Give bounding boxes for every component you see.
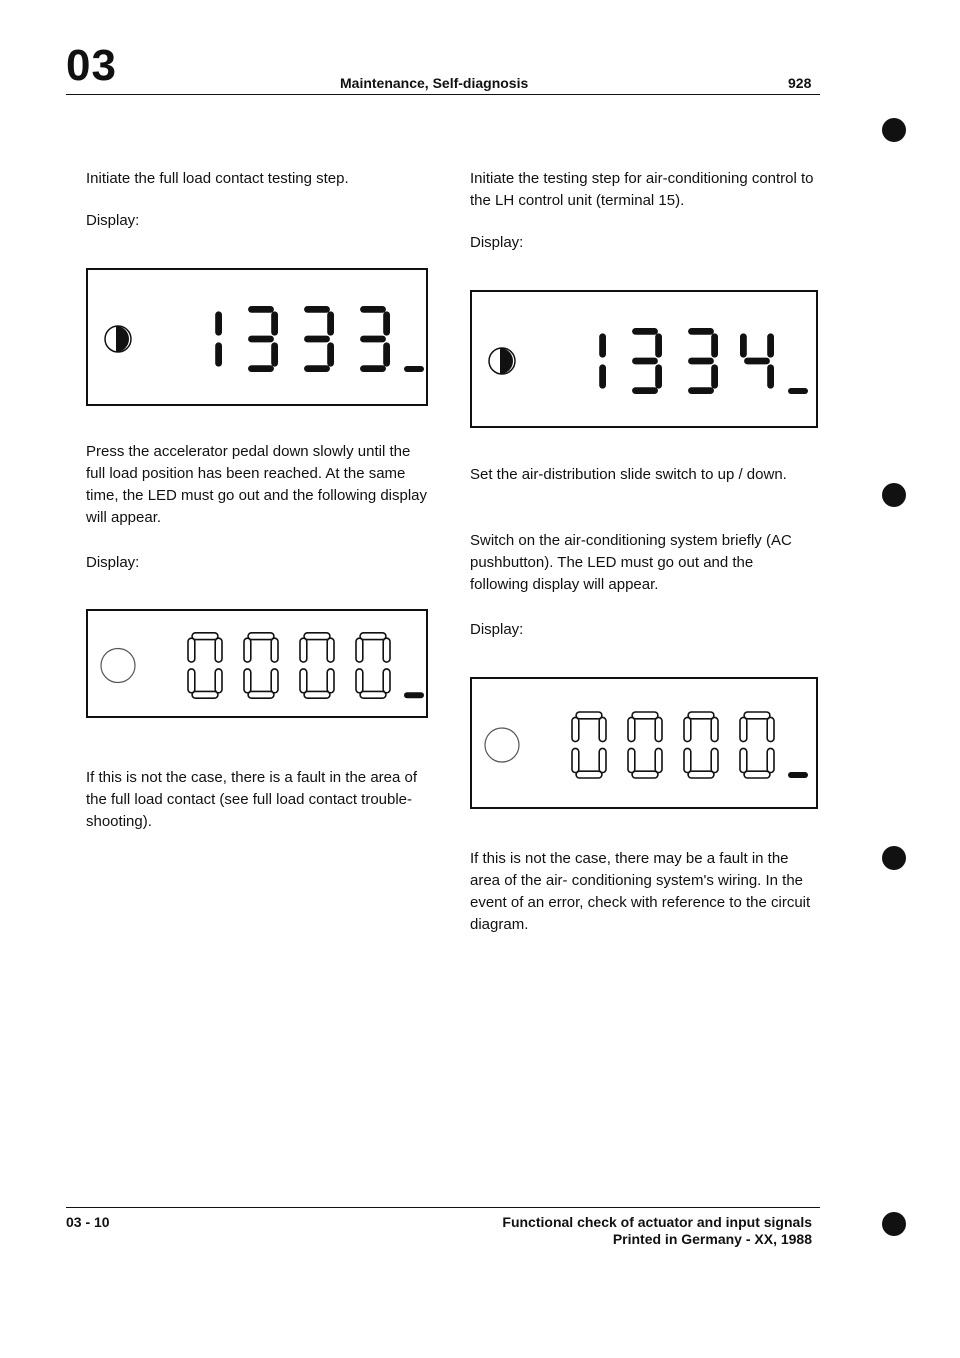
lcd-segment [655, 748, 662, 772]
display-panel-right-bottom [470, 677, 818, 809]
lcd-segment [304, 633, 330, 640]
left-paragraph-3: If this is not the case, there is a fault in the area of the full load contact (see full load contact trouble-shooting). [86, 769, 418, 830]
lcd-segment [356, 669, 363, 693]
display-panel-left-bottom [86, 609, 428, 718]
footer-section: Functional check of actuator and input signals [502, 1214, 812, 1230]
lcd-segment [628, 748, 635, 772]
left-paragraph-2: Press the accelerator pedal down slowly until the full load position has been reached. At the same time, the LED must go out and the following display will appear. [86, 443, 428, 526]
lcd-segment [711, 748, 718, 772]
lcd-segment [271, 342, 278, 366]
chapter-number: 03 [66, 41, 117, 90]
lcd-segment [684, 717, 691, 741]
lcd-segment [244, 669, 251, 693]
lcd-segment [767, 333, 774, 357]
lcd-segment [744, 712, 770, 719]
lcd-segment [244, 638, 251, 662]
lcd-segment [655, 364, 662, 388]
lcd-underscore [404, 692, 424, 698]
footer-printed: Printed in Germany - XX, 1988 [612, 1231, 812, 1247]
lcd-segment [628, 717, 635, 741]
lcd-segment [360, 336, 386, 343]
page-number: 03 - 10 [66, 1214, 110, 1230]
lcd-segment [360, 691, 386, 698]
right-paragraph-3: Switch on the air-conditioning system briefly (AC pushbutton). The LED must go out and the following display will appear. [470, 532, 792, 593]
lcd-segment [572, 748, 579, 772]
header-rule [66, 94, 820, 95]
lcd-segment [740, 748, 747, 772]
footer-rule [66, 1207, 820, 1208]
lcd-segment [740, 333, 747, 357]
lcd-segment [599, 748, 606, 772]
page-title: Maintenance, Self-diagnosis [340, 75, 529, 91]
lcd-segment [300, 638, 307, 662]
lcd-segment [688, 328, 714, 335]
lcd-segment [215, 669, 222, 693]
lcd-segment [576, 771, 602, 778]
lcd-segment [767, 364, 774, 388]
lcd-segment [688, 387, 714, 394]
lcd-segment [599, 364, 606, 388]
punch-hole [882, 1212, 906, 1236]
lcd-underscore [788, 388, 808, 394]
lcd-segment [684, 748, 691, 772]
lcd-segment [767, 748, 774, 772]
lcd-segment [360, 306, 386, 313]
lcd-segment [248, 633, 274, 640]
lcd-segment [711, 333, 718, 357]
lcd-segment [188, 669, 195, 693]
left-paragraph-1: Initiate the full load contact testing step. [86, 170, 349, 187]
lcd-segment [688, 712, 714, 719]
lcd-segment [192, 633, 218, 640]
lcd-segment [632, 358, 658, 365]
lcd-segment [304, 336, 330, 343]
lcd-segment [327, 638, 334, 662]
lcd-underscore [788, 772, 808, 778]
lcd-segment [215, 342, 222, 366]
display-panel-left-top [86, 268, 428, 406]
led-indicator-icon [485, 728, 519, 762]
lcd-segment [248, 365, 274, 372]
lcd-underscore [404, 366, 424, 372]
lcd-segment [383, 311, 390, 335]
lcd-segment [632, 328, 658, 335]
lcd-segment [655, 717, 662, 741]
lcd-display-graphic [88, 270, 430, 408]
right-display-label-2: Display: [470, 621, 524, 638]
lcd-segment [655, 333, 662, 357]
lcd-segment [360, 633, 386, 640]
lcd-display-graphic [472, 679, 820, 811]
lcd-segment [304, 306, 330, 313]
punch-hole [882, 483, 906, 507]
lcd-segment [248, 691, 274, 698]
lcd-display-graphic [472, 292, 820, 430]
lcd-segment [188, 638, 195, 662]
lcd-display-graphic [88, 611, 430, 720]
model-number: 928 [788, 75, 812, 91]
lcd-segment [300, 669, 307, 693]
lcd-segment [711, 364, 718, 388]
lcd-segment [248, 306, 274, 313]
lcd-segment [572, 717, 579, 741]
lcd-segment [327, 669, 334, 693]
footer-text [480, 1214, 812, 1248]
lcd-segment [599, 333, 606, 357]
display-panel-right-top [470, 290, 818, 428]
lcd-segment [688, 358, 714, 365]
lcd-segment [632, 771, 658, 778]
punch-hole [882, 846, 906, 870]
lcd-segment [327, 342, 334, 366]
lcd-segment [711, 717, 718, 741]
right-paragraph-2: Set the air-distribution slide switch to up / down. [470, 466, 787, 483]
lcd-segment [215, 311, 222, 335]
lcd-segment [360, 365, 386, 372]
right-paragraph-4: If this is not the case, there may be a fault in the area of the air- conditioning system's wiring. In the event of an error, check with reference to the circuit diagram. [470, 850, 811, 933]
lcd-segment [767, 717, 774, 741]
lcd-segment [271, 638, 278, 662]
lcd-segment [740, 717, 747, 741]
lcd-segment [215, 638, 222, 662]
lcd-segment [688, 771, 714, 778]
lcd-segment [383, 638, 390, 662]
lcd-segment [576, 712, 602, 719]
lcd-segment [632, 712, 658, 719]
lcd-segment [304, 691, 330, 698]
lcd-segment [271, 311, 278, 335]
lcd-segment [383, 669, 390, 693]
lcd-segment [327, 311, 334, 335]
led-indicator-icon [101, 649, 135, 683]
left-display-label-1: Display: [86, 212, 140, 229]
right-display-label-1: Display: [470, 234, 524, 251]
lcd-segment [744, 358, 770, 365]
lcd-segment [304, 365, 330, 372]
lcd-segment [356, 638, 363, 662]
left-display-label-2: Display: [86, 554, 140, 571]
lcd-segment [632, 387, 658, 394]
lcd-segment [248, 336, 274, 343]
right-paragraph-1: Initiate the testing step for air-conditioning control to the LH control unit (terminal 15). [470, 170, 814, 209]
lcd-segment [383, 342, 390, 366]
lcd-segment [744, 771, 770, 778]
lcd-segment [599, 717, 606, 741]
lcd-segment [192, 691, 218, 698]
punch-hole [882, 118, 906, 142]
lcd-segment [271, 669, 278, 693]
